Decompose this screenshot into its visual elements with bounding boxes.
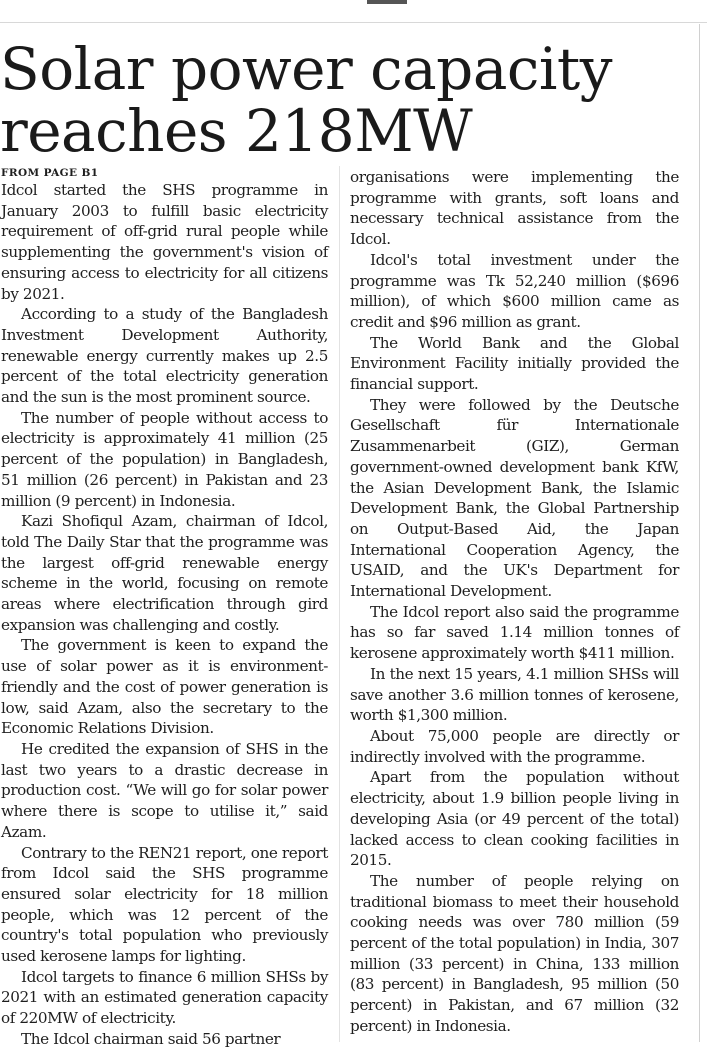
paragraph: Idcol's total investment under the programme was Tk 52,240 million ($696 million), of which $600 million came as credit and $96 million as grant. — [350, 250, 679, 331]
page-edge-divider — [699, 24, 700, 1042]
paragraph: Idcol targets to finance 6 million SHSs by 2021 with an estimated generation capacity of 220MW of electricity. — [1, 967, 328, 1028]
paragraph: Apart from the population without electricity, about 1.9 billion people living in developing Asia (or 49 percent of the total) lacked access to clean cooking facilities in 2015. — [350, 768, 679, 870]
paragraph: The government is keen to expand the use of solar power as it is environment-friendly and the cost of power generation is low, said Azam, also the secretary to the Economic Relations Division. — [1, 636, 328, 738]
article-headline: Solar power capacity reaches 218MW — [0, 35, 612, 165]
continuation-kicker: FROM PAGE B1 — [1, 167, 99, 179]
paragraph: About 75,000 people are directly or indirectly involved with the programme. — [350, 726, 679, 766]
paragraph: According to a study of the Bangladesh Investment Development Authority, renewable energy currently makes up 2.5 percent of the total electricity generation and the sun is the most prominent source. — [1, 305, 328, 407]
paragraph: The Idcol chairman said 56 partner — [21, 1029, 281, 1048]
article-column-right — [350, 167, 679, 1037]
paragraph: The World Bank and the Global Environment Facility initially provided the financial support. — [350, 333, 679, 394]
paragraph: Idcol started the SHS programme in January 2003 to fulfill basic electricity requirement of off-grid rural people while supplementing the government's vision of ensuring access to electricity for all citizens by 2021. — [1, 181, 328, 303]
page-top-mark — [367, 0, 407, 4]
top-divider — [0, 22, 707, 23]
paragraph: He credited the expansion of SHS in the last two years to a drastic decrease in production cost. “We will go for solar power where there is scope to utilise it,” said Azam. — [1, 739, 328, 841]
paragraph: The number of people relying on traditional biomass to meet their household cooking needs was over 780 million (59 percent of the total population) in India, 307 million (33 percent) in China, 133 million (83 percent) in Bangladesh, 95 million (50 percent) in Pakistan, and 67 million (32 percent) in Indonesia. — [350, 871, 679, 1035]
column-divider — [339, 166, 340, 1042]
paragraph: The number of people without access to electricity is approximately 41 million (25 percent of the population) in Bangladesh, 51 million (26 percent) in Pakistan and 23 million (9 percent) in Indonesia. — [1, 408, 328, 510]
paragraph: Contrary to the REN21 report, one report from Idcol said the SHS programme ensured solar electricity for 18 million people, which was 12 percent of the country's total population who previously used kerosene lamps for lighting. — [1, 843, 328, 966]
article-column-left — [1, 166, 328, 1050]
paragraph: They were followed by the Deutsche Gesellschaft für Internationale Zusammenarbeit (GIZ), German government-owned development bank KfW, the Asian Development Bank, the Islamic Development Bank, the Global Partnership on Output-Based Aid, the Japan International Cooperation Agency, the USAID, and the UK's Department for International Development. — [350, 395, 679, 601]
paragraph: Kazi Shofiqul Azam, chairman of Idcol, told The Daily Star that the programme was the largest off-grid renewable energy scheme in the world, focusing on remote areas where electrification through gird expansion was challenging and costly. — [1, 512, 328, 634]
paragraph: organisations were implementing the programme with grants, soft loans and necessary technical assistance from the Idcol. — [350, 168, 679, 249]
paragraph: The Idcol report also said the programme has so far saved 1.14 million tonnes of kerosene approximately worth $411 million. — [350, 602, 679, 663]
paragraph: In the next 15 years, 4.1 million SHSs will save another 3.6 million tonnes of kerosene, worth $1,300 million. — [350, 664, 679, 725]
